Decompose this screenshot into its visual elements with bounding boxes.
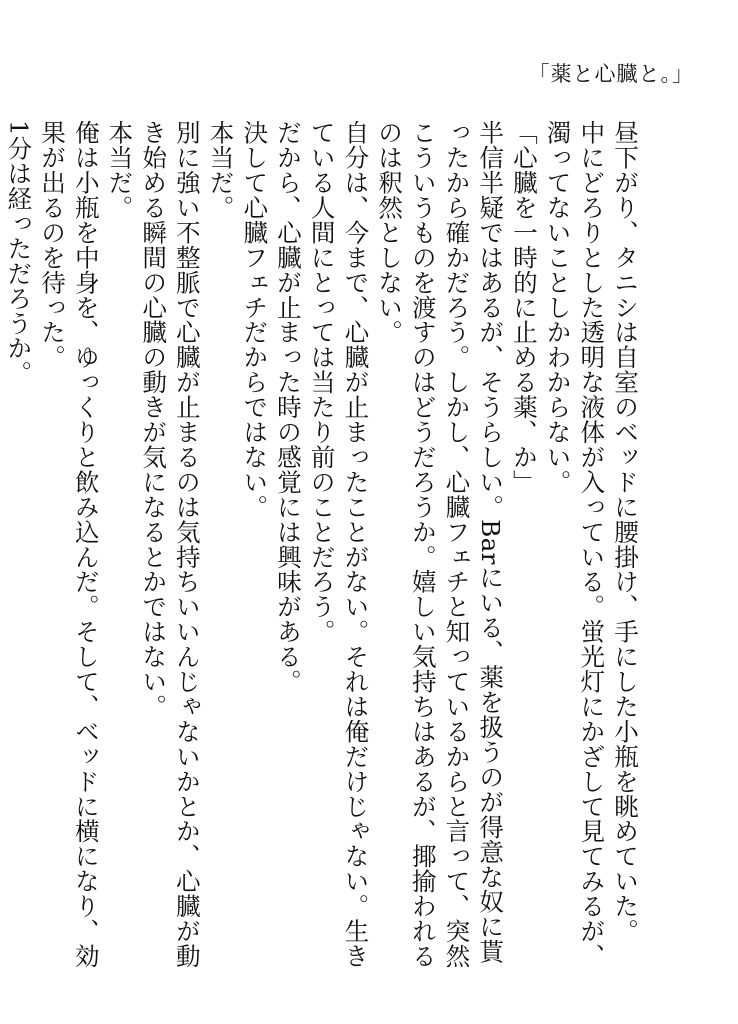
paragraph-2-dialogue: 「心臓を一時的に止める薬、か」 — [509, 120, 539, 495]
paragraph-7: 本当だ。 — [206, 120, 236, 220]
paragraph-10: 俺は小瓶を中身を、ゆっくりと飲み込んだ。そして、ベッドに横になり、効果が出るのを待った。 — [38, 120, 101, 969]
running-header-title: 「薬と心臓と。」 — [528, 62, 694, 86]
paragraph-11: 1分は経っただろうか。 — [4, 120, 34, 386]
vertical-body-text — [4, 120, 642, 980]
paragraph-6: 決して心臓フェチだからではない。 — [240, 120, 270, 520]
paragraph-5: だから、心臓が止まった時の感覚には興味がある。 — [273, 120, 303, 694]
paragraph-9: 本当だ。 — [105, 120, 135, 220]
paragraph-3: 半信半疑ではあるが、そうらしい。Barにいる、薬を扱うのが得意な奴に貰ったから確かだろう。しかし、心臓フェチと知っているからと言って、突然こういうものを渡すのはどうだろうか。嬉しい気持ちはあるが、揶揄われるのは釈然としない。 — [375, 120, 506, 969]
paragraph-1: 昼下がり、タニシは自室のベッドに腰掛け、手にした小瓶を眺めていた。 中にどろりとした透明な液体が入っている。蛍光灯にかざして見てみるが、濁ってないことしかわからない。 — [543, 120, 640, 969]
paragraph-8: 別に強い不整脈で心臓が止まるのは気持ちいいんじゃないかとか、心臓が動き始める瞬間の心臓の動きが気になるとかではない。 — [139, 120, 202, 969]
paragraph-12 — [0, 120, 2, 980]
paragraph-4: 自分は、今まで、心臓が止まったことがない。それは俺だけじゃない。生きている人間にとっては当たり前のことだろう。 — [307, 120, 371, 969]
